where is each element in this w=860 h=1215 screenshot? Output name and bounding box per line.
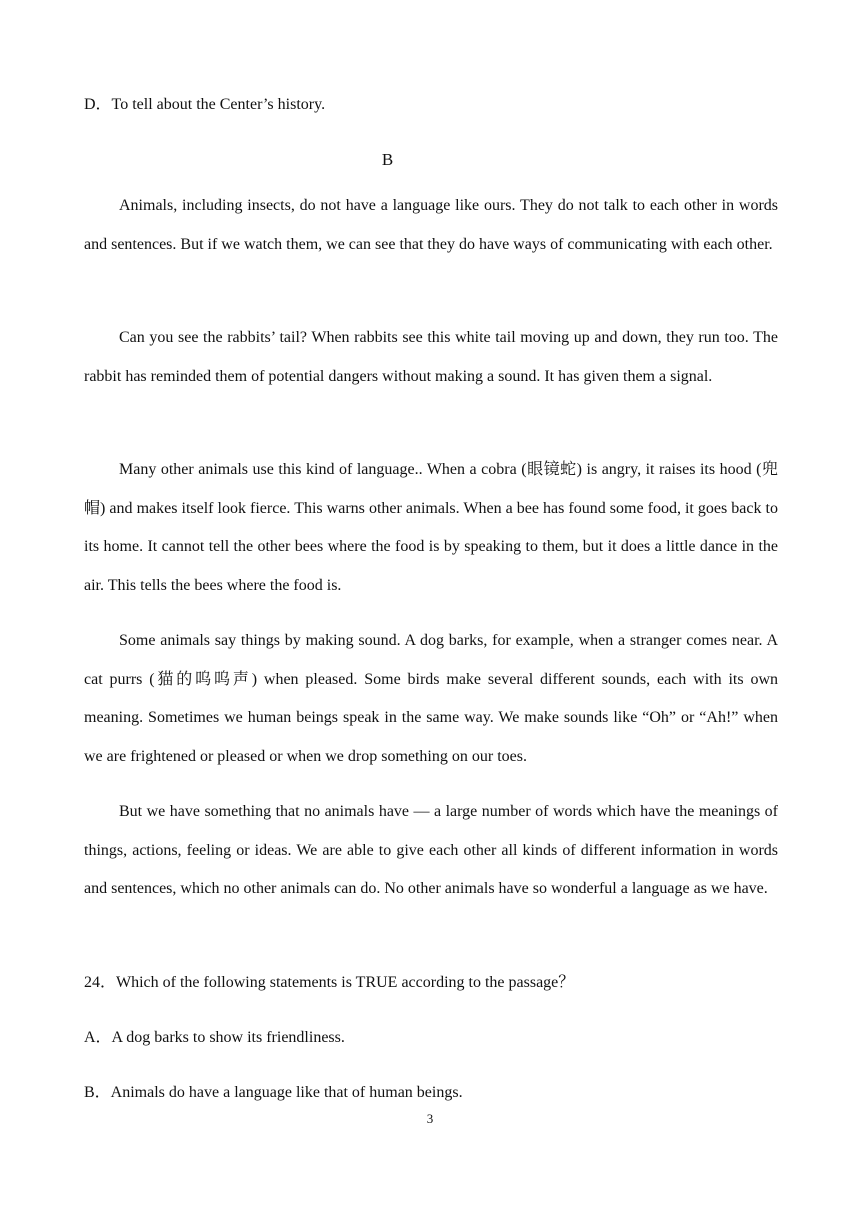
paragraph-5: But we have something that no animals have — a large number of words which have the meanings of things, actions, feeling or ideas. We are able to give each other all kinds of different information in words and sentences, which no other animals can do. No other animals have so wonderful a language as we have.	[84, 803, 778, 897]
page-number: 3	[426, 1111, 434, 1126]
previous-question-option-d: D．To tell about the Center’s history.	[84, 96, 326, 113]
question-24: 24．Which of the following statements is TRUE according to the passage？	[84, 974, 575, 991]
paragraph-3: Many other animals use this kind of language.. When a cobra (眼镜蛇) is angry, it raises its hood (兜帽) and makes itself look fierce. This warns other animals. When a bee has found some food, it goes back to its home. It cannot tell the other bees where the food is by speaking to them, but it does a little dance in the air. This tells the bees where the food is.	[84, 461, 778, 594]
section-title: B	[381, 150, 394, 169]
paragraph-2: Can you see the rabbits’ tail? When rabbits see this white tail moving up and down, they run too. The rabbit has reminded them of potential dangers without making a sound. It has given them a signal.	[84, 329, 778, 385]
paragraph-4: Some animals say things by making sound. A dog barks, for example, when a stranger comes near. A cat purrs (猫的呜呜声) when pleased. Some birds make several different sounds, each with its own meaning. Sometimes we human beings speak in the same way. We make sounds like “Oh” or “Ah!” when we are frightened or pleased or when we drop something on our toes.	[84, 632, 778, 765]
question-24-option-b: B．Animals do have a language like that of human beings.	[84, 1084, 463, 1101]
paragraph-1: Animals, including insects, do not have a language like ours. They do not talk to each other in words and sentences. But if we watch them, we can see that they do have ways of communicating with each other.	[84, 197, 778, 253]
question-24-option-a: A．A dog barks to show its friendliness.	[84, 1029, 345, 1046]
